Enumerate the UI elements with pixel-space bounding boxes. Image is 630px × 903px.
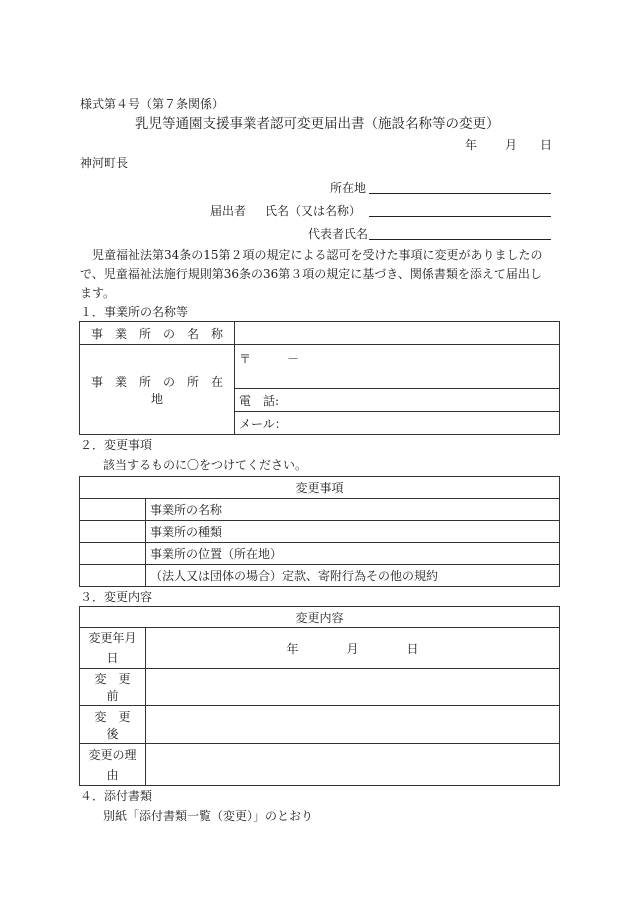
change-date-value: 年 月 日 <box>286 641 419 656</box>
reason-cell[interactable] <box>146 744 560 786</box>
change-item-mark-cell[interactable] <box>80 565 146 587</box>
section2-instruction: 該当するものに〇をつけてください。 <box>103 458 308 472</box>
change-details-table <box>79 606 560 786</box>
facility-address-label: 事 業 所 の 所 在 地 <box>80 345 235 435</box>
address-label: 所在地 <box>330 181 367 195</box>
facility-name-cell[interactable] <box>235 322 560 345</box>
before-cell[interactable] <box>146 669 560 706</box>
phone-label: 電 話: <box>239 393 280 408</box>
postal-mark: 〒 － <box>239 352 300 366</box>
date-day-label: 日 <box>540 138 553 152</box>
section3-heading: ３．変更内容 <box>80 590 153 604</box>
change-date-label <box>80 628 146 669</box>
change-item-mark-cell[interactable] <box>80 521 146 543</box>
body-line: ます。 <box>80 286 116 300</box>
change-items-header: 変更事項 <box>80 477 560 499</box>
form-number: 様式第４号（第７条関係） <box>80 97 225 111</box>
name-label: 氏名（又は名称） <box>265 204 362 218</box>
postal-address-cell[interactable] <box>235 345 560 389</box>
change-item-mark-cell[interactable] <box>80 543 146 565</box>
addressee: 神河町長 <box>80 156 129 170</box>
representative-label: 代表者氏名 <box>308 227 369 241</box>
name-field-line[interactable] <box>369 216 551 217</box>
reason-label-line: 変更の理 <box>88 747 137 762</box>
change-item-label: 事業所の名称 <box>146 499 560 521</box>
body-line: 児童福祉法第34条の15第２項の規定による認可を受けた事項に変更がありましたの <box>80 248 543 262</box>
facility-info-table <box>79 321 560 435</box>
email-label: メール： <box>239 416 287 431</box>
before-label: 変 更 前 <box>80 669 146 706</box>
reason-label <box>80 744 146 786</box>
change-date-label-line: 変更年月 <box>88 631 137 645</box>
date-year-label: 年 <box>465 138 478 152</box>
representative-field-line[interactable] <box>369 239 551 240</box>
body-line: で、児童福祉法施行規則第36条の36第３項の規定に基づき、関係書類を添えて届出し <box>80 267 542 281</box>
address-field-line[interactable] <box>369 193 551 194</box>
section1-heading: １．事業所の名称等 <box>80 305 189 319</box>
body-paragraph <box>80 246 560 303</box>
reason-label-line: 由 <box>106 767 119 782</box>
date-month-label: 月 <box>505 138 518 152</box>
section2-heading: ２．変更事項 <box>80 438 153 452</box>
change-items-table <box>79 476 560 587</box>
change-item-label: 事業所の位置（所在地） <box>146 543 560 565</box>
change-details-header: 変更内容 <box>80 607 560 628</box>
change-date-label-line: 日 <box>106 651 119 665</box>
email-cell[interactable] <box>235 412 560 435</box>
applicant-role-label: 届出者 <box>210 204 247 218</box>
attachment-text: 別紙「添付書類一覧（変更）」のとおり <box>103 809 314 823</box>
facility-name-label: 事 業 所 の 名 称 <box>80 322 235 345</box>
change-item-label: 事業所の種類 <box>146 521 560 543</box>
change-date-cell[interactable] <box>146 628 560 669</box>
section4-heading: ４．添付書類 <box>80 789 153 803</box>
after-cell[interactable] <box>146 706 560 744</box>
after-label: 変 更 後 <box>80 706 146 744</box>
document-title: 乳児等通園支援事業者認可変更届出書（施設名称等の変更） <box>135 116 500 132</box>
change-item-mark-cell[interactable] <box>80 499 146 521</box>
change-item-label: （法人又は団体の場合）定款、寄附行為その他の規約 <box>146 565 560 587</box>
phone-cell[interactable] <box>235 389 560 412</box>
